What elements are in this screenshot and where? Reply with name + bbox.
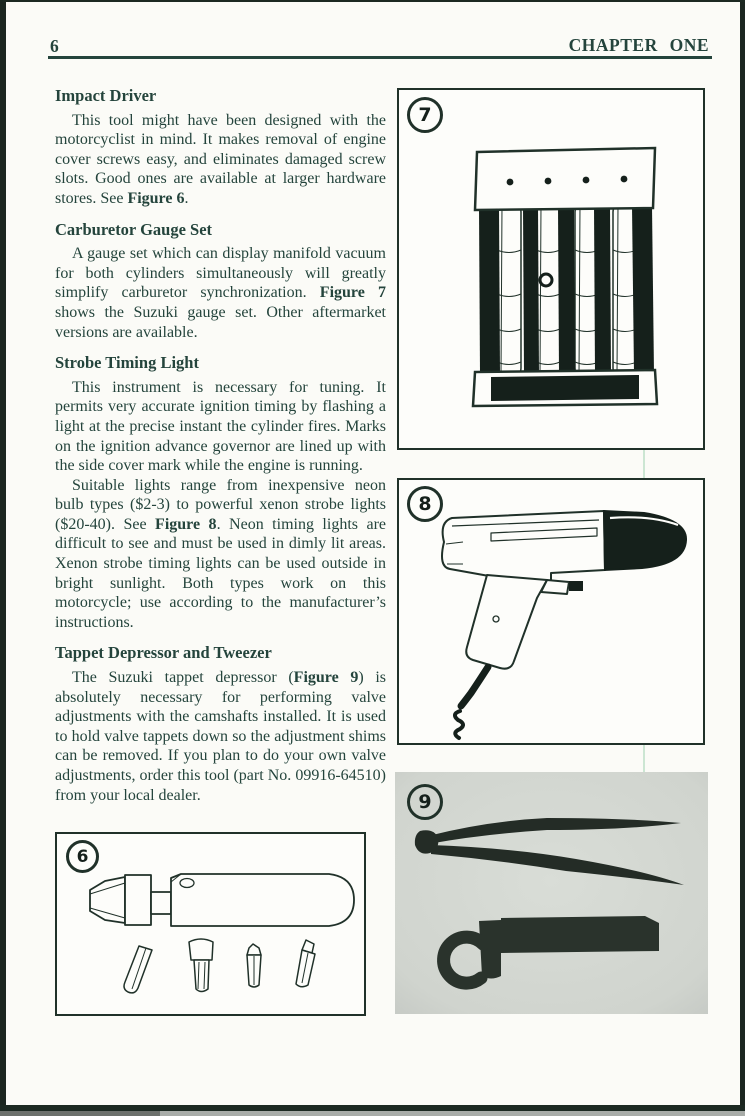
header-rule — [48, 56, 712, 59]
section-carburetor-gauge-set — [55, 220, 386, 343]
figure-7 — [397, 88, 705, 450]
figure-number-badge: 6 — [66, 840, 99, 873]
paragraph: This tool might have been designed with the motorcyclist in mind. It makes removal of engine cover screws easy, and eliminates damaged screw slots. Good ones are available at larger hardware stores. See Figure 6. — [55, 111, 386, 207]
paragraph: The Suzuki tappet depressor (Figure 9) is absolutely necessary for performing valve adjustments with the camshafts installed. It is used to hold valve tappets down so the adjustment shims can be removed. If you plan to do your own valve adjustments, order this tool (part No. 09916-64510) from your local dealer. — [55, 669, 387, 804]
carburetor-gauge-set-illustration — [399, 90, 703, 448]
paragraph: This instrument is necessary for tuning. It permits very accurate ignition timing by flashing a light at the precise instant the cylinder fires. Marks on the ignition advance governor are lined up with the side cover mark while the engine is running. — [55, 378, 386, 475]
section-heading: Strobe Timing Light — [55, 353, 199, 373]
text-column — [55, 86, 386, 805]
figure-number-badge: 7 — [407, 97, 443, 133]
figure-6 — [55, 832, 366, 1016]
figure-number-badge: 9 — [407, 784, 443, 820]
paragraph: Suitable lights range from inexpensive neon bulb types ($2-3) to powerful xenon strobe lights ($20-40). See Figure 8. Neon timing lights are difficult to see and must be used in dimly lit areas. Xenon strobe timing lights can be used outside in bright sunlight. Both types work on this motorcycle; use according to the manufacturer’s instructions. — [55, 476, 387, 631]
section-impact-driver — [55, 86, 386, 209]
paragraph: A gauge set which can display manifold vacuum for both cylinders simultaneously will greatly simplify carburetor synchronization. Figure 7 shows the Suzuki gauge set. Other aftermarket versions are available. — [55, 245, 387, 341]
section-strobe-timing-light — [55, 353, 386, 632]
figure-number-badge: 8 — [407, 486, 443, 522]
timing-light-illustration — [399, 480, 703, 743]
impact-driver-illustration — [57, 834, 364, 1014]
section-heading: Impact Driver — [55, 86, 157, 105]
figure-9 — [395, 772, 708, 1014]
chapter-header: CHAPTER ONE — [568, 35, 709, 55]
figure-8 — [397, 478, 705, 745]
section-heading: Carburetor Gauge Set — [55, 219, 213, 239]
scan-edge-left — [0, 0, 6, 1116]
scan-edge-right — [740, 0, 745, 1116]
section-tappet-depressor — [55, 643, 386, 805]
page-number: 6 — [50, 36, 59, 56]
scan-band-notch — [0, 1111, 160, 1116]
section-heading: Tappet Depressor and Tweezer — [55, 643, 272, 663]
scan-edge-top — [0, 0, 745, 2]
tweezer-and-depressor-photo — [395, 772, 708, 1014]
